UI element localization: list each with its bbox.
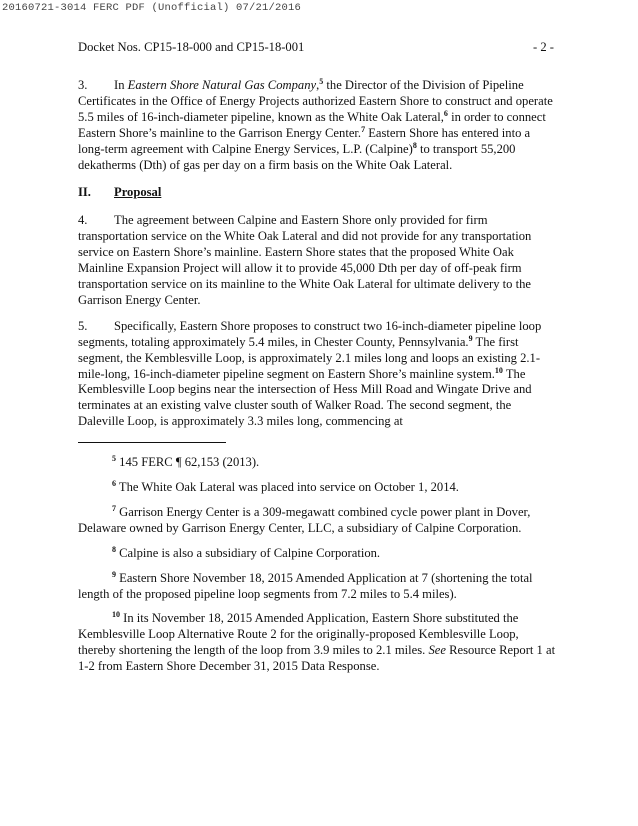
footnote-divider <box>78 442 226 443</box>
paragraph-number: 5. <box>78 318 88 333</box>
page-number: - 2 - <box>533 40 554 54</box>
section-title: Proposal <box>114 185 162 200</box>
paragraph-number: 3. <box>78 78 88 92</box>
paragraph-5: 5. Specifically, Eastern Shore proposes to construct two 16-inch-diameter pipeline loop segments, totaling approximately 5.4 miles, in Chester County, Pennsylvania.$^9$ The first segment, the Kemblesville Loop, is approximately 2.1 miles long and loops an existing 2.1-mile-long, 16-inch-diameter pipeline segment on Eastern Shore’s mainline system.$^{10}$ The Kemblesville Loop begins near the intersection of Hess Mill Road and Wingate Drive and terminates at an existing valve cluster south of Walker Road. The second segment, the Daleville Loop, is approximately 3.3 miles long, commencing at <box>78 318 542 429</box>
footnote-9: $^9$ Eastern Shore November 18, 2015 Amended Application at 7 (shortening the total length of the proposed pipeline loop segments from 7.2 miles to 5.4 miles). <box>78 569 533 601</box>
footnote-10: $^{10}$ In its November 18, 2015 Amended Application, Eastern Shore substituted the Kemblesville Loop Alternative Route 2 for the originally-proposed Kemblesville Loop, thereby shortening the length of the loop from 3.9 miles to 2.1 miles. See Resource Report 1 at 1-2 from Eastern Shore December 31, 2015 Data Response. <box>78 610 556 674</box>
footnote-ref-9[interactable]: 9 <box>468 333 473 343</box>
section-heading <box>78 185 556 201</box>
paragraph-number: 4. <box>78 213 88 228</box>
document-body <box>78 78 556 684</box>
paragraph-3: 3. In Eastern Shore Natural Gas Company,$^5$ the Director of the Division of Pipeline Certificates in the Office of Energy Projects authorized Eastern Shore to construct and operate 5.5 miles of 16-inch-diameter pipeline, known as the White Oak Lateral,$^6$ in order to connect Eastern Shore’s mainline to the Garrison Energy Center.$^7$ Eastern Shore has entered into a long-term agreement with Calpine Energy Services, L.P. (Calpine)$^8$ to transport 55,200 dekatherms (Dth) of gas per day on a firm basis on the White Oak Lateral. <box>78 77 553 172</box>
footnote-ref-5[interactable]: 5 <box>319 77 324 86</box>
footnote-7: $^7$ Garrison Energy Center is a 309-megawatt combined cycle power plant in Dover, Delaware owned by Garrison Energy Center, LLC, a subsidiary of Calpine Corporation. <box>78 503 531 535</box>
ferc-stamp: 20160721-3014 FERC PDF (Unofficial) 07/21/2016 <box>2 2 302 14</box>
footnote-5: $^5$ 145 FERC ¶ 62,153 (2013). <box>112 454 260 470</box>
footnote-6: $^6$ The White Oak Lateral was placed into service on October 1, 2014. <box>112 479 459 495</box>
paragraph-4: 4. The agreement between Calpine and Eastern Shore only provided for firm transportation service on the White Oak Lateral and did not provide for any transportation service on Eastern Shore’s mainline. Eastern Shore states that the proposed White Oak Mainline Expansion Project will allow it to provide 45,000 Dth per day of off-peak firm transportation service on its mainline to the White Oak Lateral for ultimate delivery to the Garrison Energy Center. <box>78 213 532 307</box>
footnote-ref-8[interactable]: 8 <box>412 140 417 150</box>
footnote-8: $^8$ Calpine is also a subsidiary of Calpine Corporation. <box>112 544 381 560</box>
docket-number: Docket Nos. CP15-18-000 and CP15-18-001 <box>78 40 305 54</box>
footnote-ref-10[interactable]: 10 <box>494 365 503 375</box>
section-number: II. <box>78 185 91 200</box>
page-header <box>78 40 554 55</box>
footnote-ref-7[interactable]: 7 <box>361 124 366 134</box>
case-name: Eastern Shore Natural Gas Company <box>127 78 317 92</box>
footnote-ref-6[interactable]: 6 <box>443 108 448 118</box>
